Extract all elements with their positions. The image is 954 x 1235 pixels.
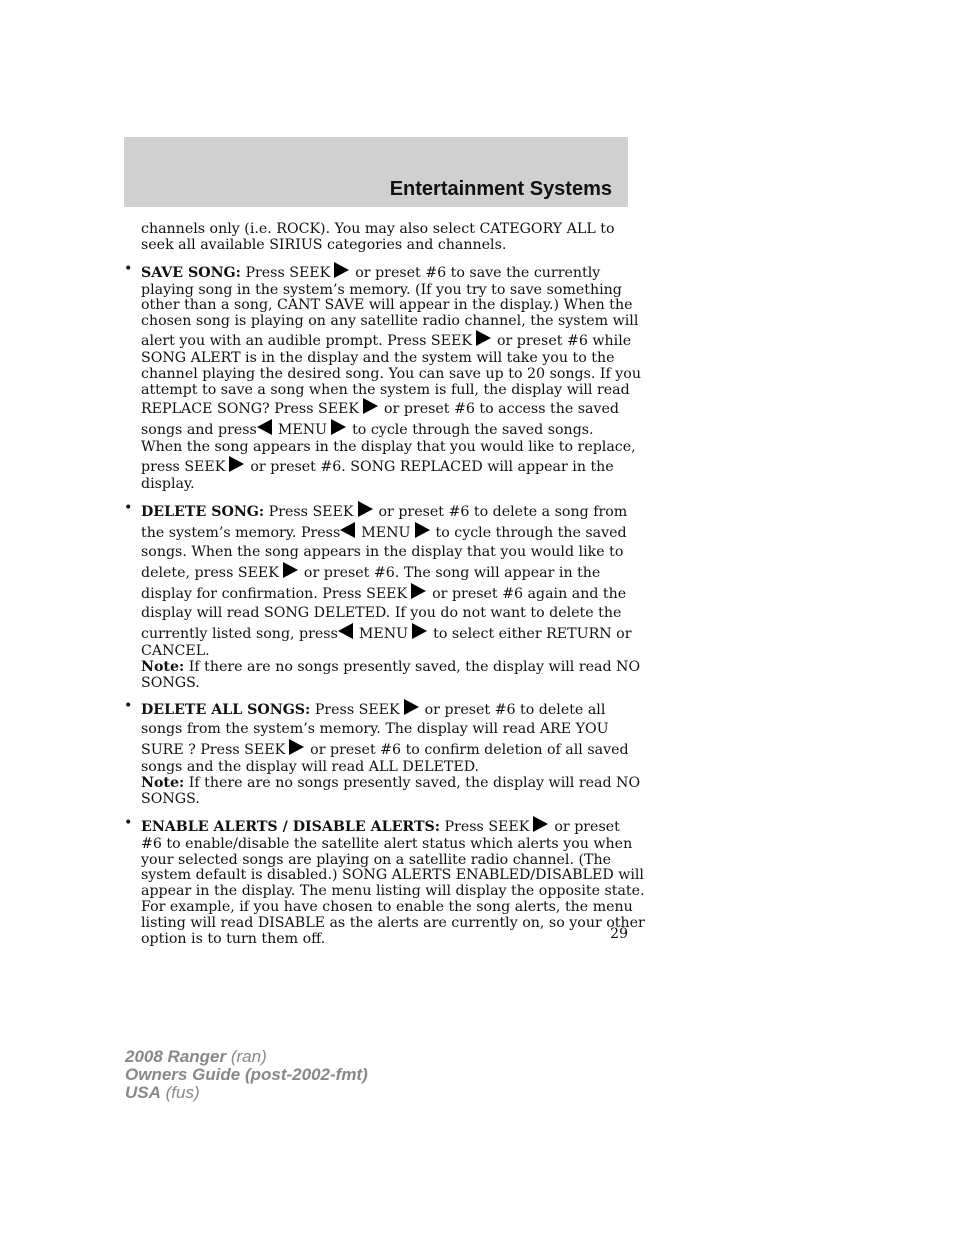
right-arrow-icon xyxy=(334,262,349,278)
intro-paragraph xyxy=(141,222,628,254)
right-arrow-icon xyxy=(331,419,346,435)
right-arrow-icon xyxy=(404,699,419,715)
text-span: currently listed song, press xyxy=(141,625,338,642)
right-arrow-icon xyxy=(412,623,427,639)
bullet-icon: • xyxy=(124,698,133,715)
text-line: appear in the display. The menu listing will display the opposite state. xyxy=(141,883,645,900)
text-span: or preset #6 to confirm deletion of all saved xyxy=(310,742,629,759)
right-arrow-icon xyxy=(363,398,378,414)
text-span: or preset #6. SONG REPLACED will appear in the xyxy=(250,459,614,476)
page-number: 29 xyxy=(610,926,628,942)
text-line: other than a song, CANT SAVE will appear in the display.) When the xyxy=(141,297,633,314)
footer-market: USA xyxy=(125,1083,161,1102)
item-label: DELETE ALL SONGS: xyxy=(141,702,311,719)
text-line: system default is disabled.) SONG ALERTS ENABLED/DISABLED will xyxy=(141,867,644,884)
text-line: chosen song is playing on any satellite radio channel, the system will xyxy=(141,313,639,330)
text-span: or preset #6 to delete all xyxy=(424,702,606,719)
section-title: Entertainment Systems xyxy=(389,178,612,200)
note-label: Note: xyxy=(141,658,185,675)
list-item-save-song xyxy=(124,260,641,493)
footer-line-1 xyxy=(125,1048,368,1066)
text-line: For example, if you have chosen to enable the song alerts, the menu xyxy=(141,898,633,915)
feature-list xyxy=(124,260,645,948)
text-span: Press SEEK xyxy=(245,264,331,281)
right-arrow-icon xyxy=(415,522,430,538)
text-span: Press SEEK xyxy=(268,503,354,520)
list-item-enable-alerts xyxy=(124,814,645,948)
right-arrow-icon xyxy=(533,816,548,832)
bullet-icon: • xyxy=(124,814,133,831)
text-span: the system’s memory. Press xyxy=(141,524,341,541)
right-arrow-icon xyxy=(283,562,298,578)
text-span: Press SEEK xyxy=(444,818,530,835)
text-line: channels only (i.e. ROCK). You may also select CATEGORY ALL to xyxy=(141,221,615,237)
text-line: playing song in the system’s memory. (If you try to save something xyxy=(141,281,622,298)
item-label: DELETE SONG: xyxy=(141,503,265,520)
right-arrow-icon xyxy=(289,739,304,755)
right-arrow-icon xyxy=(411,583,426,599)
footer-line-2 xyxy=(125,1066,368,1084)
text-line: display. xyxy=(141,476,195,493)
text-span: or preset #6 to delete a song from xyxy=(378,503,628,520)
text-span: MENU xyxy=(277,422,328,439)
text-line: attempt to save a song when the system is full, the display will read xyxy=(141,381,630,398)
bullet-icon: • xyxy=(124,499,133,516)
text-span: If there are no songs presently saved, the display will read NO xyxy=(188,775,641,792)
footer-code: (ran) xyxy=(226,1047,267,1066)
footer-model: 2008 Ranger xyxy=(125,1047,227,1066)
text-span: display for confirmation. Press SEEK xyxy=(141,585,408,602)
text-span: or preset #6 to access the saved xyxy=(384,401,619,418)
text-line: CANCEL. xyxy=(141,642,210,659)
left-arrow-icon xyxy=(340,522,355,538)
text-span: or preset #6 while xyxy=(496,332,632,349)
text-line: option is to turn them off. xyxy=(141,930,326,947)
text-line: songs. When the song appears in the display that you would like to xyxy=(141,543,624,560)
left-arrow-icon xyxy=(338,623,353,639)
text-span: songs and press xyxy=(141,422,257,439)
text-span: or preset #6. The song will appear in the xyxy=(303,564,601,581)
text-line: seek all available SIRIUS categories and channels. xyxy=(141,236,507,253)
text-line: listing will read DISABLE as the alerts are currently on, so your other xyxy=(141,914,645,931)
text-span: to select either RETURN or xyxy=(433,625,632,642)
text-span: or preset #6 again and the xyxy=(432,585,627,602)
item-label: ENABLE ALERTS / DISABLE ALERTS: xyxy=(141,818,441,835)
footer-market-code: (fus) xyxy=(160,1083,200,1102)
text-line: channel playing the desired song. You can save up to 20 songs. If you xyxy=(141,365,641,382)
text-span: MENU xyxy=(358,625,409,642)
text-line: songs from the system’s memory. The display will read ARE YOU xyxy=(141,721,609,738)
text-span: delete, press SEEK xyxy=(141,564,279,581)
text-span: Press SEEK xyxy=(314,702,400,719)
right-arrow-icon xyxy=(229,456,244,472)
text-line: display will read SONG DELETED. If you do not want to delete the xyxy=(141,604,622,621)
footer-line-3 xyxy=(125,1084,368,1102)
text-line: SONGS. xyxy=(141,674,200,691)
right-arrow-icon xyxy=(476,330,491,346)
text-span: REPLACE SONG? Press SEEK xyxy=(141,401,360,418)
text-line: songs and the display will read ALL DELETED. xyxy=(141,759,480,776)
item-label: SAVE SONG: xyxy=(141,264,241,281)
footer-guide: Owners Guide (post-2002-fmt) xyxy=(125,1065,368,1084)
text-span: to cycle through the saved songs. xyxy=(352,422,594,439)
bullet-icon: • xyxy=(124,260,133,277)
text-span: SURE ? Press SEEK xyxy=(141,742,286,759)
text-span: press SEEK xyxy=(141,459,226,476)
text-span: or preset xyxy=(554,818,620,835)
footer xyxy=(125,1048,368,1102)
right-arrow-icon xyxy=(358,501,373,517)
text-span: to cycle through the saved xyxy=(435,524,627,541)
note-label: Note: xyxy=(141,775,185,792)
text-span: MENU xyxy=(361,524,411,541)
text-span: or preset #6 to save the currently xyxy=(355,264,601,281)
list-item-delete-all-songs xyxy=(124,698,641,807)
text-line: #6 to enable/disable the satellite alert status which alerts you when xyxy=(141,835,633,852)
list-item-delete-song xyxy=(124,499,641,691)
text-line: SONGS. xyxy=(141,790,200,807)
text-line: SONG ALERT is in the display and the system will take you to the xyxy=(141,349,615,366)
text-span: If there are no songs presently saved, the display will read NO xyxy=(188,658,641,675)
text-span: alert you with an audible prompt. Press SEEK xyxy=(141,332,472,349)
page-body xyxy=(124,221,645,947)
section-header-band xyxy=(124,137,628,207)
text-line: your selected songs are playing on a satellite radio channel. (The xyxy=(141,851,611,868)
text-line: When the song appears in the display that you would like to replace, xyxy=(141,439,636,456)
left-arrow-icon xyxy=(257,419,272,435)
